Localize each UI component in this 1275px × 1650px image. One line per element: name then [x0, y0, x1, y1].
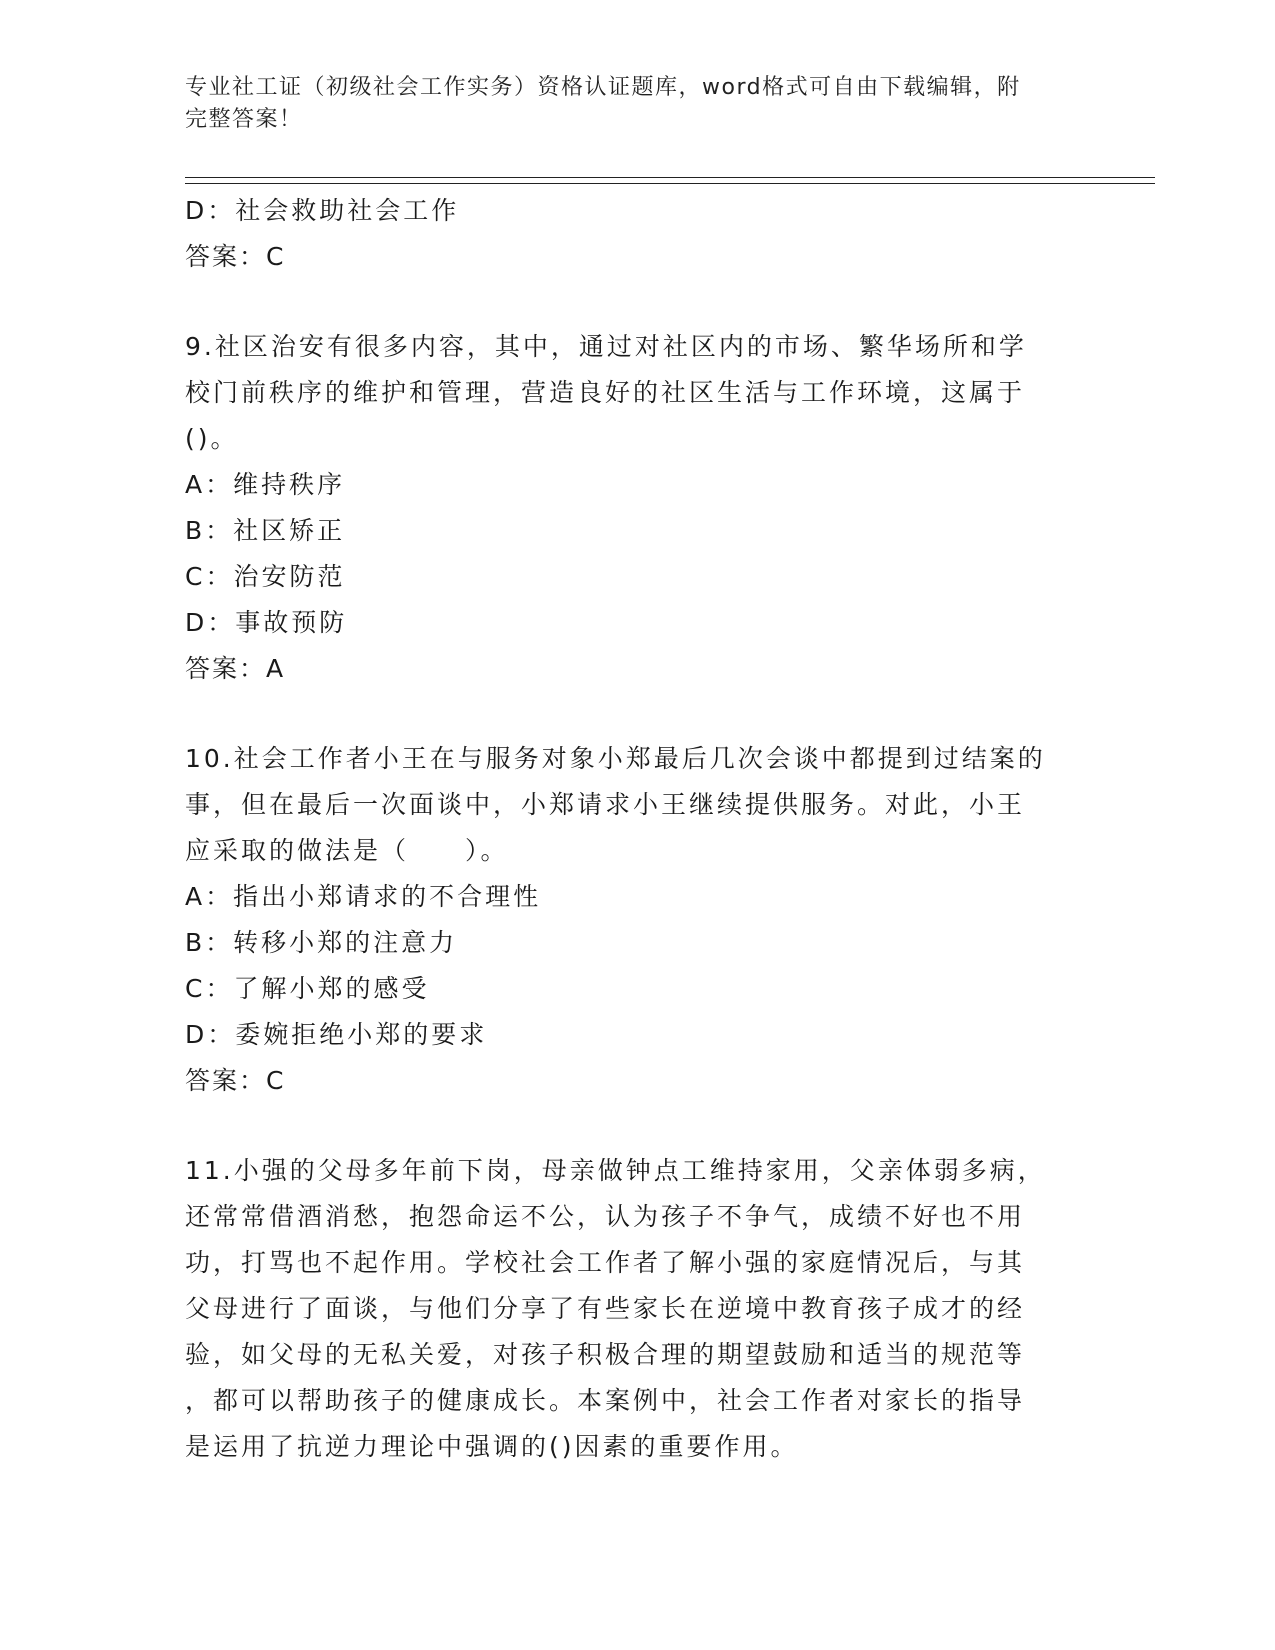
- question-stem: [185, 324, 1085, 462]
- question-stem: [185, 1148, 1085, 1470]
- option-b: B：转移小郑的注意力: [185, 928, 458, 957]
- spacer: [185, 280, 1085, 324]
- question-10: [185, 736, 1085, 1104]
- option-b: B：社区矫正: [185, 516, 346, 545]
- stem-line: 父母进行了面谈，与他们分享了有些家长在逆境中教育孩子成才的经: [185, 1294, 1026, 1323]
- previous-question-tail: [185, 188, 1085, 280]
- question-content: [185, 188, 1085, 1470]
- stem-line: 事，但在最后一次面谈中，小郑请求小王继续提供服务。对此，小王: [185, 790, 1026, 819]
- option-a: A：指出小郑请求的不合理性: [185, 882, 542, 911]
- stem-line: 应采取的做法是（ ）。: [185, 836, 509, 865]
- stem-line: 校门前秩序的维护和管理，营造良好的社区生活与工作环境，这属于: [185, 378, 1026, 407]
- stem-line: ()。: [185, 424, 239, 453]
- header-line-2: 完整答案！: [185, 107, 303, 132]
- stem-line: 验，如父母的无私关爱，对孩子积极合理的期望鼓励和适当的规范等: [185, 1340, 1026, 1369]
- answer-line: 答案：A: [185, 654, 286, 683]
- stem-line: 11.小强的父母多年前下岗，母亲做钟点工维持家用，父亲体弱多病，: [185, 1156, 1046, 1185]
- spacer: [185, 692, 1085, 736]
- question-11: [185, 1148, 1085, 1470]
- document-header: [185, 72, 1065, 136]
- stem-line: 是运用了抗逆力理论中强调的()因素的重要作用。: [185, 1432, 799, 1461]
- header-rule-top: [185, 177, 1155, 178]
- question-9: [185, 324, 1085, 692]
- option-d: D：委婉拒绝小郑的要求: [185, 1020, 488, 1049]
- question-stem: [185, 736, 1085, 874]
- answer-line: 答案：C: [185, 1066, 286, 1095]
- stem-line: 功，打骂也不起作用。学校社会工作者了解小强的家庭情况后，与其: [185, 1248, 1026, 1277]
- header-line-1: 专业社工证（初级社会工作实务）资格认证题库，word格式可自由下载编辑，附: [185, 75, 1021, 100]
- answer-line: 答案：C: [185, 242, 286, 271]
- stem-line: 9.社区治安有很多内容，其中，通过对社区内的市场、繁华场所和学: [185, 332, 1027, 361]
- spacer: [185, 1104, 1085, 1148]
- stem-line: ，都可以帮助孩子的健康成长。本案例中，社会工作者对家长的指导: [185, 1386, 1026, 1415]
- stem-line: 还常常借酒消愁，抱怨命运不公，认为孩子不争气，成绩不好也不用: [185, 1202, 1026, 1231]
- option-d: D：事故预防: [185, 608, 348, 637]
- option-a: A：维持秩序: [185, 470, 346, 499]
- header-rule-bottom: [185, 183, 1155, 184]
- stem-line: 10.社会工作者小王在与服务对象小郑最后几次会谈中都提到过结案的: [185, 744, 1046, 773]
- option-c: C：治安防范: [185, 562, 346, 591]
- option-c: C：了解小郑的感受: [185, 974, 430, 1003]
- option-d: D：社会救助社会工作: [185, 196, 460, 225]
